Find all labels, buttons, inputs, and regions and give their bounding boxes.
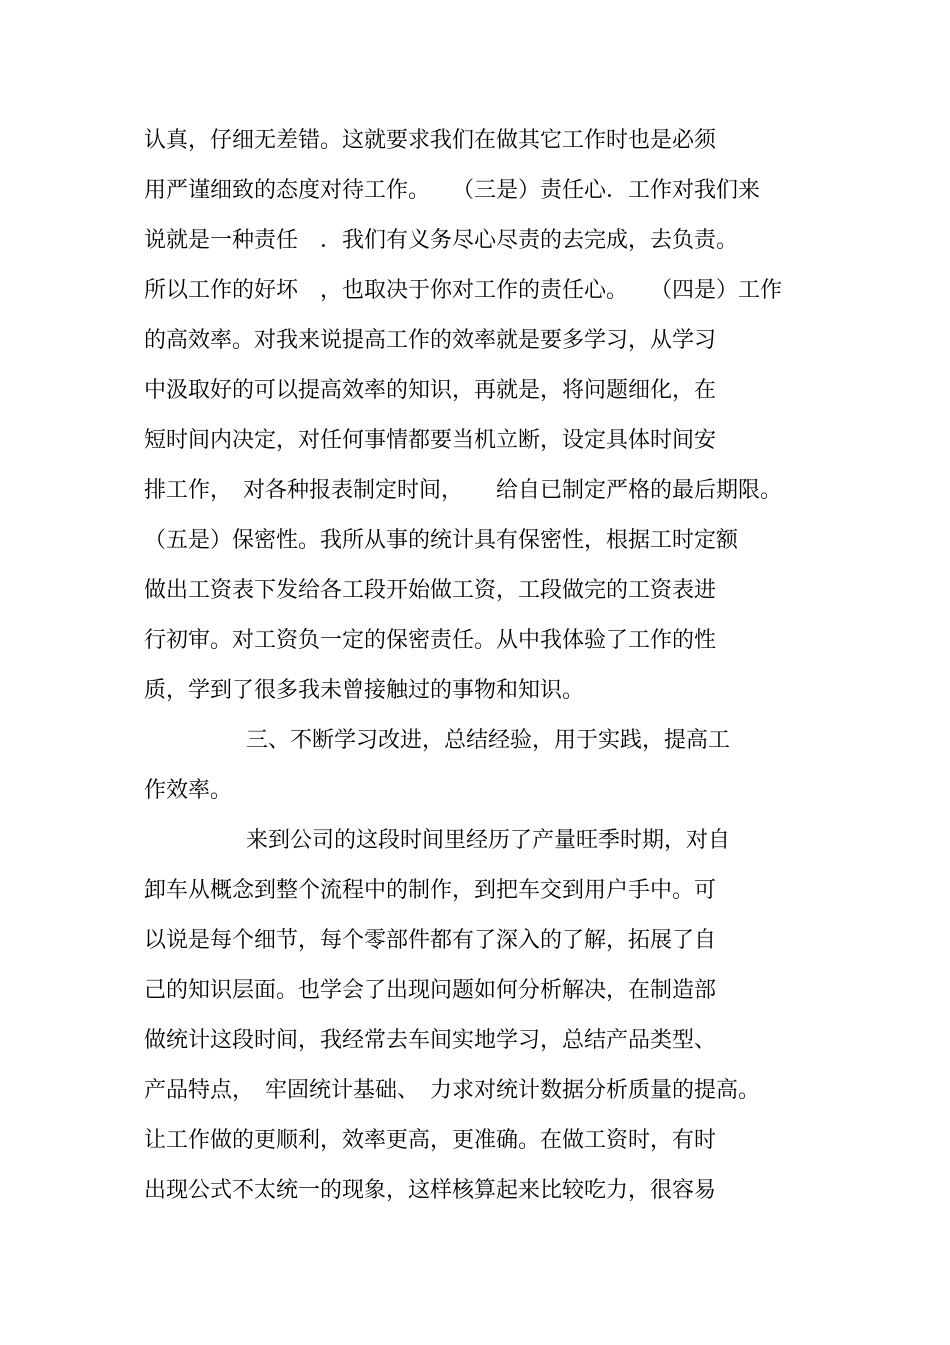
- text-line: 认真，仔细无差错。这就要求我们在做其它工作时也是必须: [144, 128, 717, 153]
- text-line: （五是）保密性。我所从事的统计具有保密性，根据工时定额: [144, 528, 739, 553]
- text-line: 所以工作的好坏 ，也取决于你对工作的责任心。 （四是）工作: [144, 278, 783, 303]
- section-heading-continuation: 作效率。: [144, 778, 233, 803]
- text-line: 短时间内决定，对任何事情都要当机立断，设定具体时间安: [144, 428, 717, 453]
- section-heading: 三、不断学习改进，总结经验，用于实践，提高工: [246, 728, 731, 753]
- text-line: 说就是一种责任 ．我们有义务尽心尽责的去完成，去负责。: [144, 228, 739, 253]
- text-line: 质，学到了很多我未曾接触过的事物和知识。: [144, 678, 585, 703]
- text-line: 以说是每个细节，每个零部件都有了深入的了解，拓展了自: [144, 928, 717, 953]
- paragraph-start: 来到公司的这段时间里经历了产量旺季时期，对自: [246, 828, 731, 853]
- text-line: 做出工资表下发给各工段开始做工资，工段做完的工资表进: [144, 578, 717, 603]
- text-line: 中汲取好的可以提高效率的知识，再就是，将问题细化，在: [144, 378, 717, 403]
- text-line: 让工作做的更顺利，效率更高，更准确。在做工资时，有时: [144, 1128, 717, 1153]
- text-line: 排工作， 对各种报表制定时间， 给自已制定严格的最后期限。: [144, 478, 783, 503]
- text-line: 出现公式不太统一的现象，这样核算起来比较吃力，很容易: [144, 1178, 717, 1203]
- text-line: 的高效率。对我来说提高工作的效率就是要多学习，从学习: [144, 328, 717, 353]
- text-line: 行初审。对工资负一定的保密责任。从中我体验了工作的性: [144, 628, 717, 653]
- text-line: 用严谨细致的态度对待工作。 （三是）责任心．工作对我们来: [144, 178, 761, 203]
- text-line: 己的知识层面。也学会了出现问题如何分析解决，在制造部: [144, 978, 717, 1003]
- text-line: 卸车从概念到整个流程中的制作，到把车交到用户手中。可: [144, 878, 717, 903]
- text-line: 做统计这段时间，我经常去车间实地学习，总结产品类型、: [144, 1028, 717, 1053]
- body-text: [144, 121, 834, 1221]
- text-line: 产品特点， 牢固统计基础、 力求对统计数据分析质量的提高。: [144, 1078, 761, 1103]
